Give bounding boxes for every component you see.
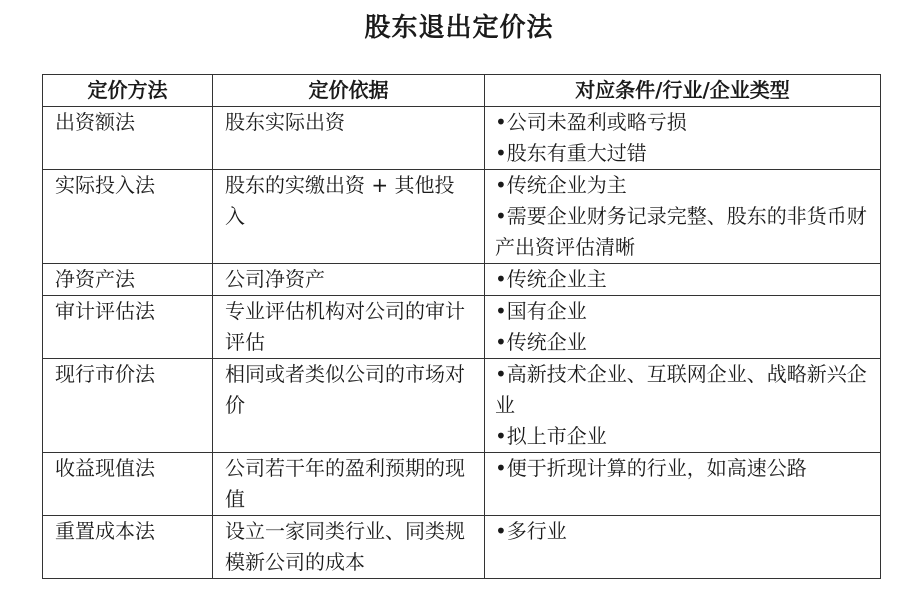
- table-row: [43, 359, 881, 453]
- pricing-method-table: [42, 74, 881, 579]
- conditions-cell: [485, 516, 881, 579]
- method-cell: 收益现值法: [43, 453, 213, 516]
- conditions-cell: [485, 296, 881, 359]
- conditions-cell: [485, 264, 881, 296]
- condition-item: •拟上市企业: [495, 424, 607, 448]
- condition-item: •传统企业: [495, 330, 587, 354]
- basis-cell: 公司若干年的盈利预期的现值: [213, 453, 485, 516]
- basis-cell: 设立一家同类行业、同类规模新公司的成本: [213, 516, 485, 579]
- basis-cell: 相同或者类似公司的市场对价: [213, 359, 485, 453]
- column-header-basis: 定价依据: [213, 75, 485, 107]
- condition-item: •国有企业: [495, 299, 587, 323]
- basis-cell: 专业评估机构对公司的审计评估: [213, 296, 485, 359]
- method-cell: 净资产法: [43, 264, 213, 296]
- table-row: [43, 296, 881, 359]
- column-header-conditions: 对应条件/行业/企业类型: [485, 75, 881, 107]
- conditions-cell: [485, 359, 881, 453]
- table-row: [43, 107, 881, 170]
- basis-cell: 股东的实缴出资 + 其他投入: [213, 170, 485, 264]
- condition-item: •高新技术企业、互联网企业、战略新兴企业: [495, 362, 867, 417]
- method-cell: 重置成本法: [43, 516, 213, 579]
- condition-item: •多行业: [495, 519, 567, 543]
- column-header-method: 定价方法: [43, 75, 213, 107]
- table-header-row: [43, 75, 881, 107]
- condition-item: •公司未盈利或略亏损: [495, 110, 687, 134]
- basis-cell: 股东实际出资: [213, 107, 485, 170]
- table-row: [43, 453, 881, 516]
- method-cell: 现行市价法: [43, 359, 213, 453]
- table-row: [43, 170, 881, 264]
- method-cell: 出资额法: [43, 107, 213, 170]
- condition-item: •传统企业主: [495, 267, 607, 291]
- method-cell: 审计评估法: [43, 296, 213, 359]
- conditions-cell: [485, 107, 881, 170]
- conditions-cell: [485, 170, 881, 264]
- conditions-cell: [485, 453, 881, 516]
- basis-cell: 公司净资产: [213, 264, 485, 296]
- condition-item: •需要企业财务记录完整、股东的非货币财产出资评估清晰: [495, 204, 867, 259]
- condition-item: •便于折现计算的行业，如高速公路: [495, 456, 807, 480]
- table-row: [43, 516, 881, 579]
- method-cell: 实际投入法: [43, 170, 213, 264]
- condition-item: •传统企业为主: [495, 173, 627, 197]
- page-title: 股东退出定价法: [364, 13, 554, 43]
- condition-item: •股东有重大过错: [495, 141, 647, 165]
- table-row: [43, 264, 881, 296]
